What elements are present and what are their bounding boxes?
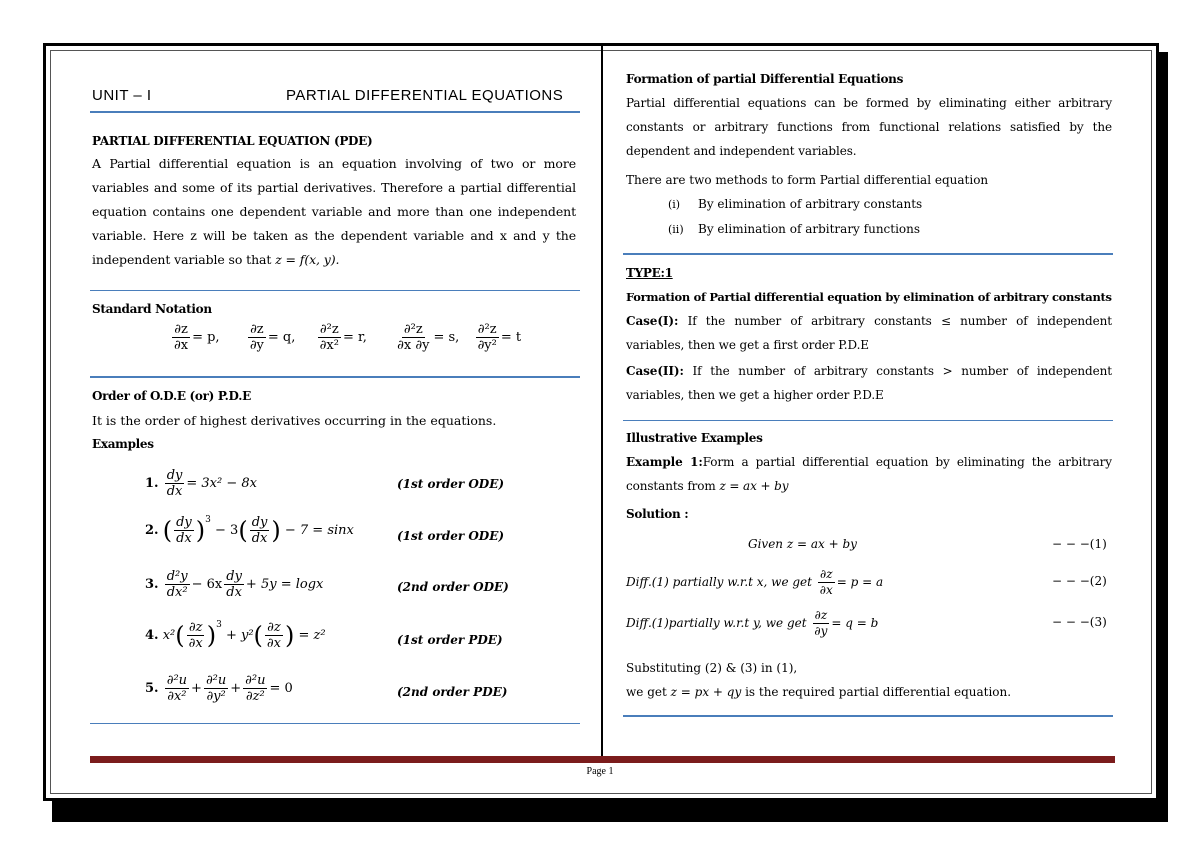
illustrative-heading: Illustrative Examples: [626, 431, 763, 445]
pde-paragraph: [92, 152, 576, 272]
equation-2: Diff.(1) partially w.r.t x, we get $\frac{\partial z}{\partial x}$ = p = a: [626, 567, 884, 597]
substitution-line: Substituting (2) & (3) in (1),: [626, 661, 798, 675]
column-divider: [601, 46, 603, 758]
example-5-order: (2nd order PDE): [397, 685, 508, 699]
rule-6: [623, 715, 1113, 717]
type-heading: Formation of Partial differential equation by elimination of arbitrary constants: [626, 290, 1112, 304]
formation-heading: Formation of partial Differential Equations: [626, 72, 904, 86]
solution-label: Solution :: [626, 507, 689, 521]
order-text: It is the order of highest derivatives occurring in the equations.: [92, 413, 497, 428]
unit-label: UNIT – I: [92, 87, 152, 104]
header-rule: [90, 111, 580, 113]
example-4: 4. x²( $\frac{\partial z}{\partial x}$ )$^3$ + y²( $\frac{\partial z}{\partial x}$ ) = z²: [145, 620, 326, 651]
rule-3: [90, 723, 580, 724]
page-number: Page 1: [586, 766, 614, 777]
pde-formula: z = f(x, y).: [275, 252, 340, 267]
formation-paragraph: Partial differential equations can be formed by eliminating either arbitrary constants or arbitrary functions from functional relations satisfied by the dependent and independent variables.: [626, 96, 1112, 158]
result-line: we get z = px + qy is the required partial differential equation.: [626, 685, 1012, 699]
method-1: (i) By elimination of arbitrary constants: [668, 197, 923, 211]
example-3: 3. $\frac{\text{d²y}}{\text{dx²}}$ − 6x $\frac{dy}{dx}$ + 5y = logx: [145, 569, 324, 600]
footer-bar: [90, 756, 1115, 763]
examples-heading: Examples: [92, 437, 154, 451]
equation-2-number: − − −(2): [1052, 574, 1107, 588]
rule-2: [90, 376, 580, 378]
rule-1: [90, 290, 580, 291]
case-2: Case(II): If the number of arbitrary constants > number of independent variables, then we get a higher order P.D.E: [626, 364, 1112, 402]
case-1: Case(I): If the number of arbitrary constants ≤ number of independent variables, then we get a first order P.D.E: [626, 314, 1112, 352]
example-5: 5. $\frac{\text{∂²u}}{\text{∂x²}}$ + $\frac{\text{∂²u}}{\text{∂y²}}$ + $\frac{\text{∂²u}}{\text{∂z²}}$ = 0: [145, 673, 293, 704]
example-3-order: (2nd order ODE): [397, 580, 509, 594]
pde-heading: PARTIAL DIFFERENTIAL EQUATION (PDE): [92, 134, 373, 148]
equation-3-number: − − −(3): [1052, 615, 1107, 629]
equation-1-number: − − −(1): [1052, 537, 1107, 551]
notation-frac-p: $\frac{\partial z}{\partial x}$: [174, 322, 189, 353]
notation-heading: Standard Notation: [92, 302, 212, 316]
notation-row: $\frac{\partial z}{\partial x}$ = p, $\frac{\partial z}{\partial y}$ = q, $\frac{\text{∂²z}}{\text{∂x²}}$ = r, $\frac{\text{∂²z}}{\partial x \partial y}$ = s, $\frac{\text{∂²z}}{\text{∂y²}}$ = t: [174, 322, 522, 353]
equation-3: Diff.(1)partially w.r.t y, we get $\frac{\partial z}{\partial y}$ = q = b: [626, 608, 879, 638]
methods-intro: There are two methods to form Partial differential equation: [626, 173, 989, 187]
example-2: 2. ( $\frac{dy}{dx}$ )$^3$ − 3( $\frac{dy}{dx}$ ) − 7 = sinx: [145, 515, 354, 546]
example-4-order: (1st order PDE): [397, 633, 503, 647]
pde-paragraph-text: A Partial differential equation is an equation involving of two or more variables and some of its partial derivatives. Therefore a partial differential equation contains one dependent variable and more than one independent variable. Here z will be taken as the dependent variable and x and y the independent variable so that: [92, 156, 576, 267]
notation-frac-s: $\frac{\text{∂²z}}{\partial x \partial y}$: [397, 322, 430, 353]
notation-frac-r: $\frac{\text{∂²z}}{\text{∂x²}}$: [319, 322, 339, 353]
example-2-order: (1st order ODE): [397, 529, 505, 543]
notation-frac-t: $\frac{\text{∂²z}}{\text{∂y²}}$: [477, 322, 497, 353]
subject-title: PARTIAL DIFFERENTIAL EQUATIONS: [286, 87, 564, 104]
rule-5: [623, 420, 1113, 421]
type-label: TYPE:1: [626, 266, 673, 280]
rule-4: [623, 253, 1113, 255]
example-1-order: (1st order ODE): [397, 477, 505, 491]
equation-1: Given z = ax + by: [748, 537, 857, 551]
notation-frac-q: $\frac{\partial z}{\partial y}$: [249, 322, 264, 353]
example-1-statement: Example 1:Form a partial differential equation by eliminating the arbitrary constants from z = ax + by: [626, 455, 1112, 493]
method-2: (ii) By elimination of arbitrary functions: [668, 222, 921, 236]
order-heading: Order of O.D.E (or) P.D.E: [92, 389, 251, 403]
example-1: 1. $\frac{dy}{dx}$ = 3x² − 8x: [145, 468, 257, 499]
